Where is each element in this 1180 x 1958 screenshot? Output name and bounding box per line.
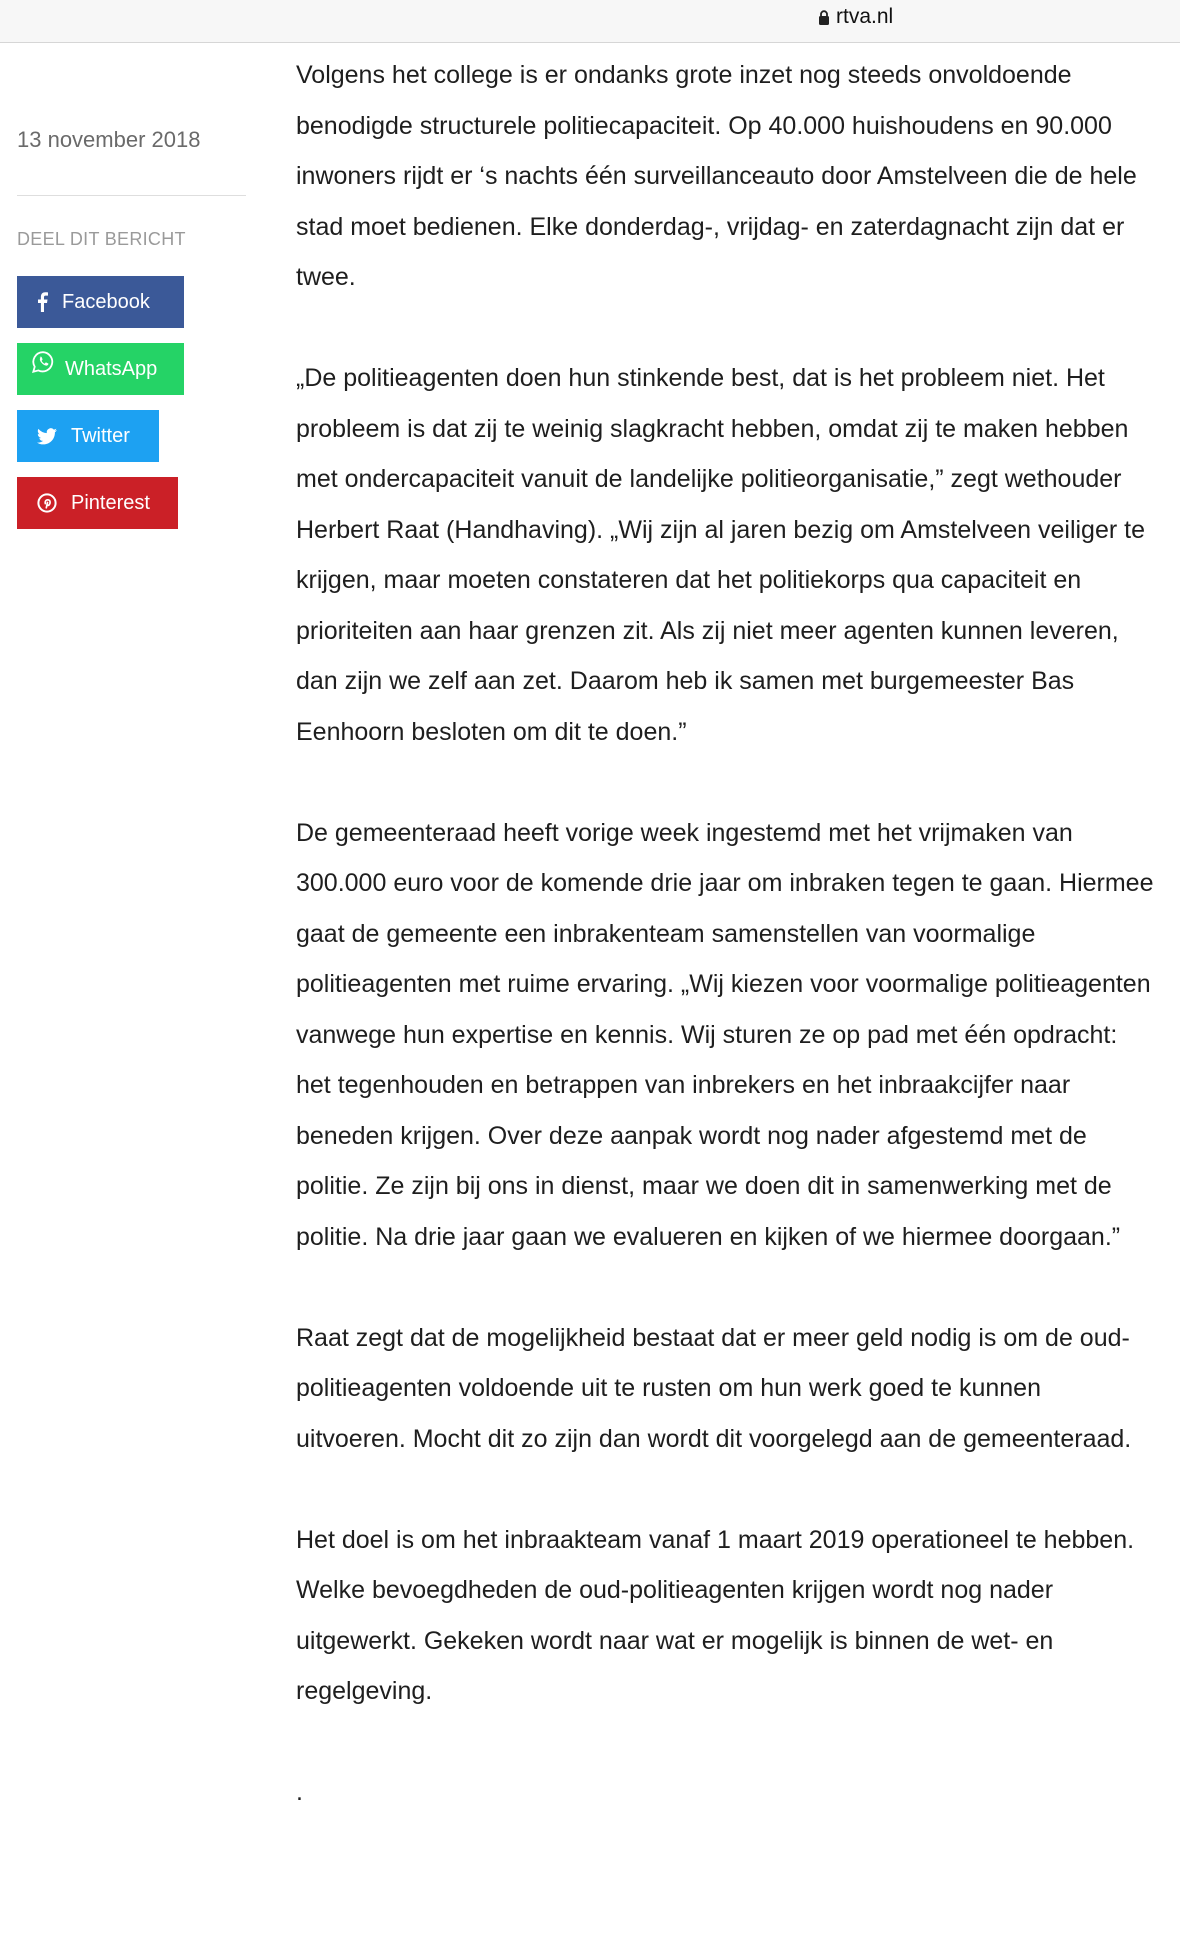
share-facebook-label: Facebook (62, 290, 150, 313)
share-heading: DEEL DIT BERICHT (17, 229, 186, 249)
article-body (296, 50, 1156, 1818)
lock-icon (818, 10, 830, 25)
share-facebook-button[interactable] (17, 276, 184, 328)
article-paragraph: De gemeenteraad heeft vorige week ingestemd met het vrijmaken van 300.000 euro voor de komende drie jaar om inbraken tegen te gaan. Hiermee gaat de gemeente een inbrakenteam samenstellen van voormalige politieagenten met ruime ervaring. „Wij kiezen voor voormalige politieagenten vanwege hun expertise en kennis. Wij sturen ze op pad met één opdracht: het tegenhouden en betrappen van inbrekers en het inbraakcijfer naar beneden krijgen. Over deze aanpak wordt nog nader afgestemd met de politie. Ze zijn bij ons in dienst, maar we doen dit in samenwerking met de politie. Na drie jaar gaan we evalueren en kijken of we hiermee doorgaan.” (296, 818, 1154, 1251)
divider (17, 195, 246, 196)
pinterest-icon (37, 493, 57, 513)
article-paragraph: Raat zegt dat de mogelijkheid bestaat dat er meer geld nodig is om de oud-politieagenten voldoende uit te rusten om hun werk goed te kunnen uitvoeren. Mocht dit zo zijn dan wordt dit voorgelegd aan de gemeenteraad. (296, 1323, 1132, 1453)
share-pinterest-label: Pinterest (71, 491, 150, 514)
url-display[interactable] (818, 4, 893, 30)
article-paragraph: . (296, 1778, 303, 1806)
url-text: rtva.nl (836, 5, 894, 28)
whatsapp-icon (31, 350, 55, 374)
browser-address-bar[interactable] (0, 0, 1180, 43)
share-twitter-label: Twitter (71, 424, 130, 447)
article-paragraph: „De politieagenten doen hun stinkende best, dat is het probleem niet. Het probleem is dat zij te weinig slagkracht hebben, omdat zij te maken hebben met ondercapaciteit vanuit de landelijke politieorganisatie,” zegt wethouder Herbert Raat (Handhaving). „Wij zijn al jaren bezig om Amstelveen veiliger te krijgen, maar moeten constateren dat het politiekorps qua capaciteit en prioriteiten aan haar grenzen zit. Als zij niet meer agenten kunnen leveren, dan zijn we zelf aan zet. Daarom heb ik samen met burgemeester Bas Eenhoorn besloten om dit te doen.” (296, 364, 1145, 746)
share-whatsapp-label: WhatsApp (65, 357, 158, 380)
share-twitter-button[interactable] (17, 410, 159, 462)
share-pinterest-button[interactable] (17, 477, 178, 529)
article-paragraph: Het doel is om het inbraakteam vanaf 1 maart 2019 operationeel te hebben. Welke bevoegdheden de oud-politieagenten krijgen wordt nog nader uitgewerkt. Gekeken wordt naar wat er mogelijk is binnen de wet- en regelgeving. (296, 1525, 1135, 1705)
facebook-icon (37, 292, 48, 312)
share-whatsapp-button[interactable] (17, 343, 184, 395)
article-paragraph: Volgens het college is er ondanks grote inzet nog steeds onvoldoende benodigde structurele politiecapaciteit. Op 40.000 huishoudens en 90.000 inwoners rijdt er ‘s nachts één surveillanceauto door Amstelveen die de hele stad moet bedienen. Elke donderdag-, vrijdag- en zaterdagnacht zijn dat er twee. (296, 61, 1137, 291)
twitter-icon (37, 428, 57, 445)
publish-date: 13 november 2018 (17, 127, 201, 152)
